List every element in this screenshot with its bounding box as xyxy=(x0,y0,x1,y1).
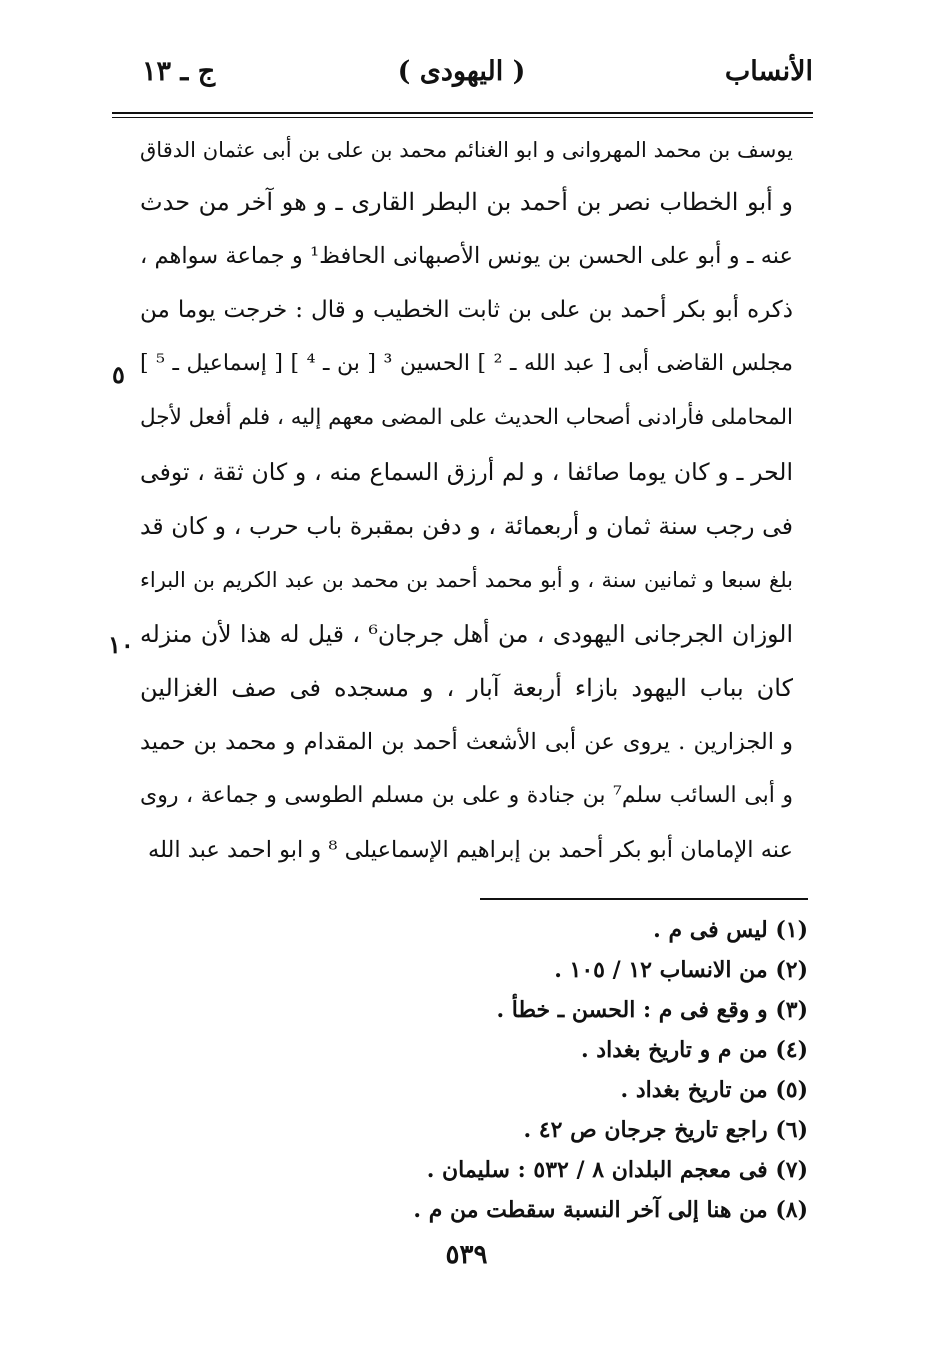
text-line: عنه ـ و أبو على الحسن بن يونس الأصبهانى الحافظ¹ و جماعة سواهم ، xyxy=(140,243,793,269)
text-line: عنه الإمامان أبو بكر أحمد بن إبراهيم الإسماعيلى ⁸ و ابو احمد عبد الله xyxy=(148,837,793,863)
footnote: (٥) من تاريخ بغداد . xyxy=(620,1077,808,1103)
header-entry-title: ( اليهودى ) xyxy=(397,56,526,87)
text-line: الوزان الجرجانى اليهودى ، من أهل جرجان⁶ ، قيل له هذا لأن منزله xyxy=(140,620,793,648)
footnote: (٣) و وقع فى م : الحسن ـ خطأ . xyxy=(496,997,808,1023)
footnote-rule xyxy=(480,898,808,900)
text-line: ذكره أبو بكر أحمد بن على بن ثابت الخطيب و قال : خرجت يوما من xyxy=(140,297,793,323)
text-line: بلغ سبعا و ثمانين سنة ، و أبو محمد أحمد بن محمد بن عبد الكريم بن البراء xyxy=(140,568,793,592)
running-header xyxy=(110,52,813,96)
footnote: (١) ليس فى م . xyxy=(653,917,808,943)
page-number: ٥٣٩ xyxy=(445,1240,488,1270)
text-line: فى رجب سنة ثمان و أربعمائة ، و دفن بمقبرة باب حرب ، و كان قد xyxy=(140,512,793,540)
footnote: (٢) من الانساب ١٢ / ١٠٥ . xyxy=(554,957,808,983)
text-line: مجلس القاضى أبى [ عبد الله ـ ² ] الحسين ³ [ بن ـ ⁴ ] [ إسماعيل ـ ⁵ ] xyxy=(140,351,793,376)
text-line: و الجزارين . يروى عن أبى الأشعث أحمد بن المقدام و محمد بن حميد xyxy=(140,729,793,755)
text-line: الحر ـ و كان يوما صائفا ، و لم أرزق السماع منه ، و كان ثقة ، توفى xyxy=(140,458,793,486)
text-line: كان بباب اليهود بازاء أربعة آبار ، و مسجده فى صف الغزالين xyxy=(140,674,793,702)
header-rule xyxy=(112,112,813,118)
text-line: المحاملى فأرادنى أصحاب الحديث على المضى معهم إليه ، فلم أفعل لأجل xyxy=(140,405,793,430)
footnotes xyxy=(328,910,808,1230)
footnote: (٤) من م و تاريخ بغداد . xyxy=(580,1037,808,1063)
line-number-10: ١٠ xyxy=(108,630,134,659)
footnote: (٨) من هنا إلى آخر النسبة سقطت من م . xyxy=(413,1197,808,1223)
header-book-title: الأنساب xyxy=(724,56,813,87)
footnote: (٧) فى معجم البلدان ٨ / ٥٣٢ : سليمان . xyxy=(426,1157,808,1183)
header-volume: ج ـ ١٣ xyxy=(142,56,216,87)
text-line: و أبى السائب سلم⁷ بن جنادة و على بن مسلم الطوسى و جماعة ، روى xyxy=(140,783,793,808)
text-line: و أبو الخطاب نصر بن أحمد بن البطر القارى ـ و هو آخر من حدث xyxy=(140,188,793,216)
text-line: يوسف بن محمد المهروانى و ابو الغنائم محمد بن على بن أبى عثمان الدقاق xyxy=(140,138,793,162)
footnote: (٦) راجع تاريخ جرجان ص ٤٢ . xyxy=(523,1117,808,1143)
line-number-5: ٥ xyxy=(112,360,125,389)
